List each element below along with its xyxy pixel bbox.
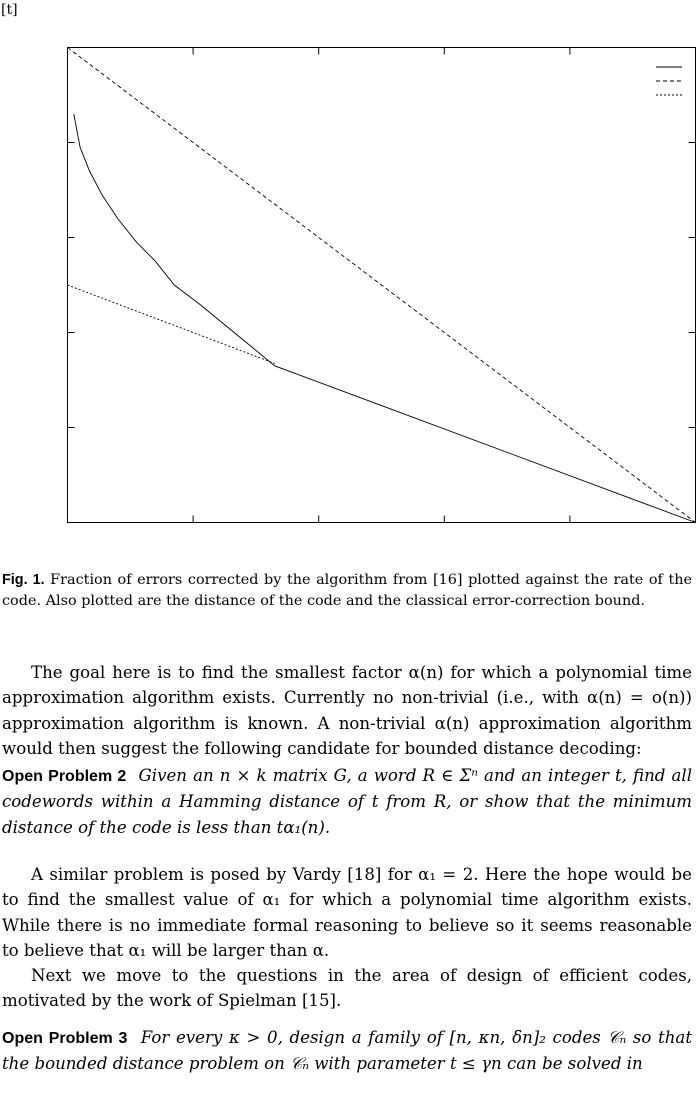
float-marker: [t]	[1, 2, 18, 18]
open-problem-3-text: For every κ > 0, design a family of [n, κn, δn]₂ codes 𝒞ₙ so that the bounded distance problem on 𝒞ₙ with parameter t ≤ γn can be solved in	[2, 1028, 692, 1074]
caption-text: Fraction of errors corrected by the algorithm from [16] plotted against the rate of the code. Also plotted are the distance of the code and the classical error-correction bound.	[2, 572, 693, 609]
open-problem-2	[2, 763, 692, 840]
paragraph-2: A similar problem is posed by Vardy [18] for α₁ = 2. Here the hope would be to find the smallest value of α₁ for which a polynomial time algorithm exists. While there is no immediate formal reasoning to believe so it seems reasonable to believe that α₁ will be larger than α.	[2, 865, 692, 960]
series-dotted-line	[68, 285, 275, 363]
paragraph-3: Next we move to the questions in the area of design of efficient codes, motivated by the work of Spielman [15].	[2, 966, 692, 1011]
open-problem-3	[2, 1025, 692, 1077]
legend	[656, 67, 682, 95]
series-group	[68, 48, 696, 523]
paragraph-1: The goal here is to find the smallest factor α(n) for which a polynomial time approximation algorithm exists. Currently no non-trivial (i.e., with α(n) = o(n)) approximation algorithm is known. A non-trivial α(n) approximation algorithm would then suggest the following candidate for bounded distance decoding:	[2, 663, 692, 758]
series-dashed-line	[68, 48, 696, 523]
open-problem-2-text: Given an n × k matrix G, a word R ∈ Σⁿ and an integer t, find all codewords within a Hamming distance of t from R, or show that the minimum distance of the code is less than tα₁(n).	[2, 766, 693, 837]
figure-chart	[0, 0, 698, 530]
series-solid-line	[74, 114, 696, 523]
caption-label: Fig. 1.	[2, 572, 45, 588]
open-problem-2-title: Open Problem 2	[2, 768, 127, 785]
figure-caption	[2, 570, 692, 612]
open-problem-3-title: Open Problem 3	[2, 1030, 128, 1047]
